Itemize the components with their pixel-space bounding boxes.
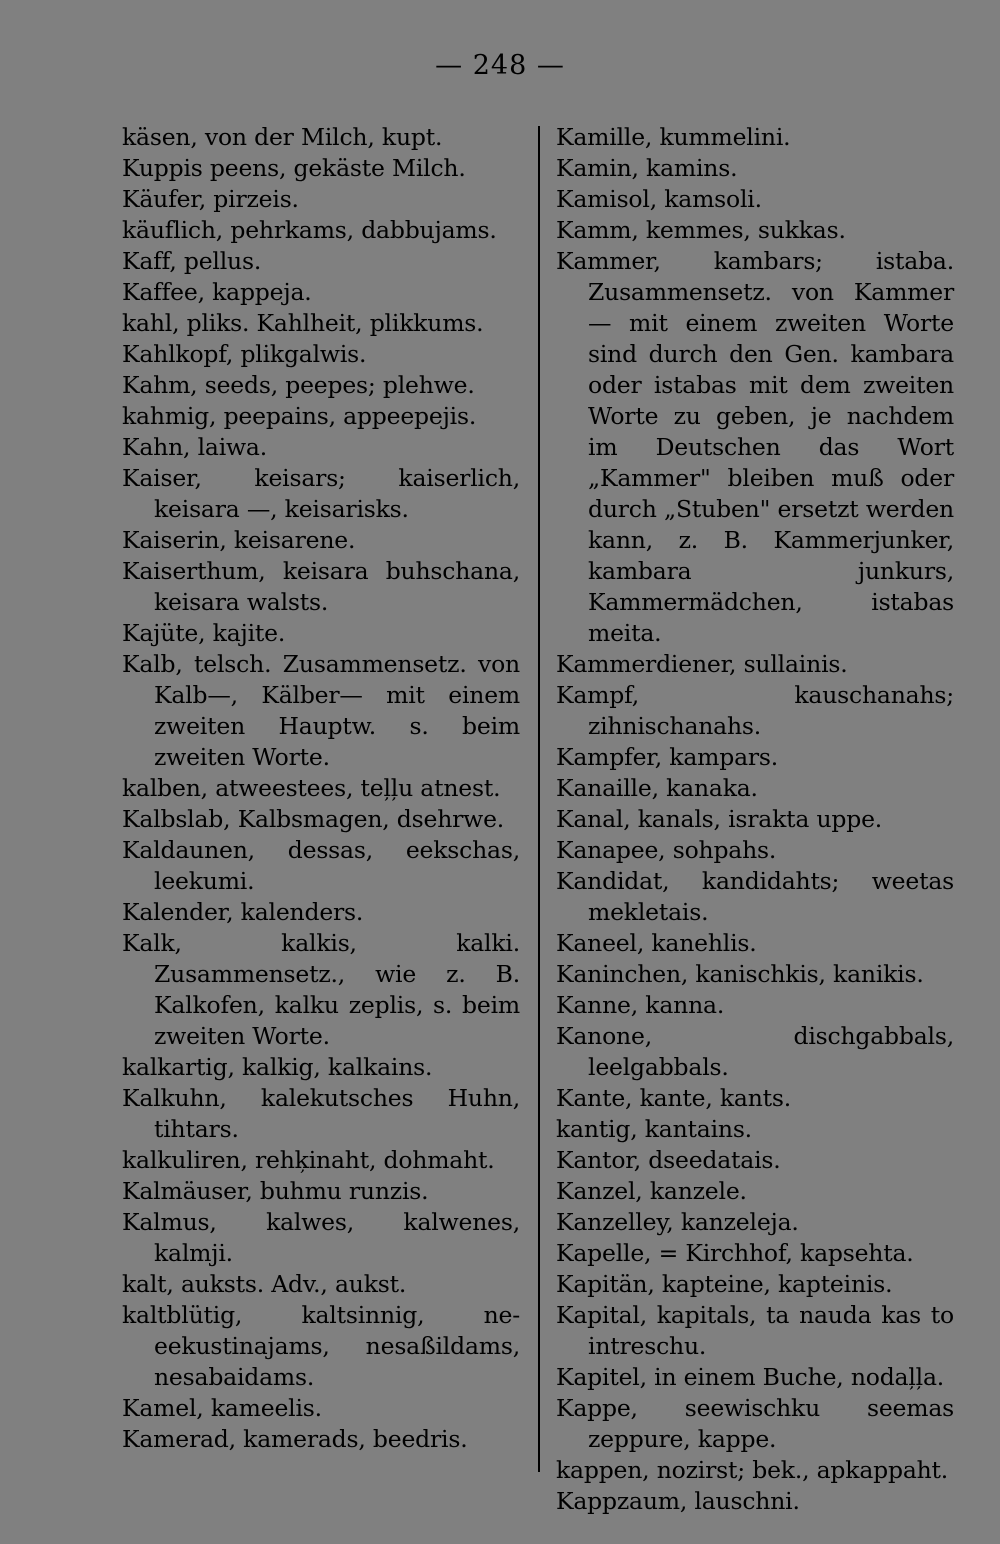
dictionary-entry: kalkuliren, rehķinaht, dohmaht. [122, 1146, 495, 1174]
dictionary-entry: Kanone, dischgabbals, leelgabbals. [556, 1022, 954, 1081]
dictionary-entry: kantig, kantains. [556, 1115, 752, 1143]
dictionary-entry: käuflich, pehrkams, dabbujams. [122, 216, 497, 244]
dictionary-entry: Kaninchen, kanischkis, kanikis. [556, 960, 924, 988]
dictionary-entry: kalt, auksts. Adv., aukst. [122, 1270, 407, 1298]
dictionary-entry: kaltblütig, kaltsinnig, ne-eekustinajams, nesaßildams, nesabaidams. [122, 1301, 520, 1391]
dictionary-entry: Kaneel, kanehlis. [556, 929, 757, 957]
dictionary-entry: kalkartig, kalkig, kalkains. [122, 1053, 433, 1081]
dictionary-entry: Kaff, pellus. [122, 247, 262, 275]
dictionary-entry: Kaiser, keisars; kaiserlich, keisara —, keisarisks. [122, 464, 520, 523]
dictionary-entry: kahl, pliks. Kahlheit, plikkums. [122, 309, 484, 337]
dictionary-entry: Kaiserin, keisarene. [122, 526, 356, 554]
dictionary-entry: Kalk, kalkis, kalki. Zusammensetz., wie z. B. Kalkofen, kalku zeplis, s. beim zweiten Worte. [122, 929, 520, 1050]
dictionary-entry: Kamin, kamins. [556, 154, 738, 182]
left-column [122, 122, 520, 1455]
dictionary-entry: Kapital, kapitals, ta nauda kas to intreschu. [556, 1301, 954, 1360]
dictionary-entry: Kampfer, kampars. [556, 743, 779, 771]
dictionary-entry: Kampf, kauschanahs; zihnischanahs. [556, 681, 954, 740]
dictionary-entry: kalben, atweestees, teļļu atnest. [122, 774, 501, 802]
dictionary-entry: Kalmus, kalwes, kalwenes, kalmji. [122, 1208, 520, 1267]
dictionary-entry: Käufer, pirzeis. [122, 185, 299, 213]
dictionary-entry: Kapitel, in einem Buche, nodaļļa. [556, 1363, 945, 1391]
dictionary-entry: Kamerad, kamerads, beedris. [122, 1425, 468, 1453]
dictionary-entry: Kaiserthum, keisara buhschana, keisara walsts. [122, 557, 520, 616]
dictionary-entry: Kammer, kambars; istaba. Zusammensetz. von Kammer — mit einem zweiten Worte sind durch den Gen. kambara oder istabas mit dem zweiten Worte zu geben, je nachdem im Deutschen das Wort „Kammer" bleiben muß oder durch „Stuben" ersetzt werden kann, z. B. Kammerjunker, kambara junkurs, Kammermädchen, istabas meita. [556, 247, 954, 647]
dictionary-entry: Kanzel, kanzele. [556, 1177, 747, 1205]
dictionary-entry: Kanzelley, kanzeleja. [556, 1208, 799, 1236]
dictionary-entry: Kanal, kanals, israkta uppe. [556, 805, 883, 833]
dictionary-entry: Kanapee, sohpahs. [556, 836, 777, 864]
dictionary-entry: Kapitän, kapteine, kapteinis. [556, 1270, 893, 1298]
dictionary-entry: Kamisol, kamsoli. [556, 185, 762, 213]
dictionary-entry: Kapelle, = Kirchhof, kapsehta. [556, 1239, 914, 1267]
dictionary-entry: Kaldaunen, dessas, eekschas, leekumi. [122, 836, 520, 895]
dictionary-entry: Kanne, kanna. [556, 991, 725, 1019]
dictionary-entry: Kalkuhn, kalekutsches Huhn, tihtars. [122, 1084, 520, 1143]
dictionary-entry: Kappe, seewischku seemas zeppure, kappe. [556, 1394, 954, 1453]
dictionary-entry: käsen, von der Milch, kupt. [122, 123, 443, 151]
dictionary-entry: Kandidat, kandidahts; weetas mekletais. [556, 867, 954, 926]
dictionary-entry: Kaffee, kappeja. [122, 278, 312, 306]
dictionary-entry: Kahn, laiwa. [122, 433, 268, 461]
dictionary-entry: Kuppis peens, gekäste Milch. [122, 154, 466, 182]
dictionary-entry: kappen, nozirst; bek., apkappaht. [556, 1456, 949, 1484]
page-number: — 248 — [435, 50, 565, 81]
dictionary-entry: Kamm, kemmes, sukkas. [556, 216, 846, 244]
right-column [556, 122, 954, 1517]
dictionary-entry: Kalb, telsch. Zusammensetz. von Kalb—, Kälber— mit einem zweiten Hauptw. s. beim zweiten Worte. [122, 650, 520, 771]
dictionary-entry: Kammerdiener, sullainis. [556, 650, 848, 678]
dictionary-entry: Kante, kante, kants. [556, 1084, 792, 1112]
dictionary-entry: Kalbslab, Kalbsmagen, dsehrwe. [122, 805, 505, 833]
dictionary-entry: Kalmäuser, buhmu runzis. [122, 1177, 429, 1205]
dictionary-entry: Kahlkopf, plikgalwis. [122, 340, 367, 368]
dictionary-entry: kahmig, peepains, appeepejis. [122, 402, 477, 430]
dictionary-entry: Kamel, kameelis. [122, 1394, 322, 1422]
column-divider [538, 126, 540, 1472]
dictionary-entry: Kamille, kummelini. [556, 123, 791, 151]
dictionary-entry: Kanaille, kanaka. [556, 774, 758, 802]
dictionary-entry: Kahm, seeds, peepes; plehwe. [122, 371, 475, 399]
dictionary-entry: Kappzaum, lauschni. [556, 1487, 800, 1515]
dictionary-entry: Kalender, kalenders. [122, 898, 364, 926]
dictionary-entry: Kajüte, kajite. [122, 619, 286, 647]
dictionary-entry: Kantor, dseedatais. [556, 1146, 781, 1174]
